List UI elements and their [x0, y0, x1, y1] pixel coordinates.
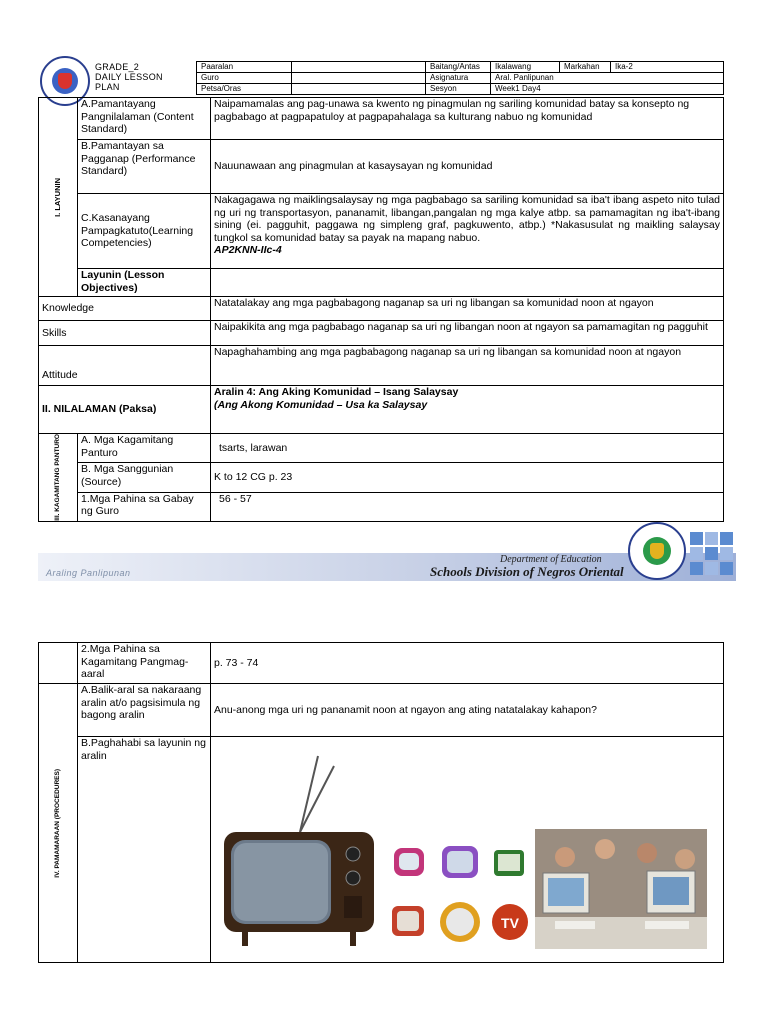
attitude-label: Attitude	[39, 346, 211, 386]
knowledge-value: Natatalakay ang mga pagbabagong naganap sa uri ng libangan sa komunidad noon at ngayon	[211, 297, 724, 321]
balik-aral-label: A.Balik-aral sa nakaraang aralin at/o pagsisimula ng bagong aralin	[78, 684, 211, 737]
content-standard-label: A.Pamantayang Pangnilalaman (Content Standard)	[78, 98, 211, 140]
competency-code: AP2KNN-IIc-4	[214, 244, 282, 256]
performance-standard-value: Nauunawaan ang pinagmulan at kasaysayan ng komunidad	[211, 140, 724, 194]
title-plan: PLAN	[95, 82, 120, 92]
header-value-markahan: Ika-2	[611, 62, 724, 73]
knowledge-label: Knowledge	[39, 297, 211, 321]
sanggunian-value: K to 12 CG p. 23	[211, 463, 724, 492]
header-label-sesyon: Sesyon	[426, 84, 491, 95]
nilalaman-subtitle: (Ang Akong Komunidad – Usa ka Salaysay	[214, 398, 428, 411]
kagamitan-label: A. Mga Kagamitang Panturo	[78, 434, 211, 463]
title-grade: GRADE_2	[95, 62, 140, 72]
header-label-markahan: Markahan	[560, 62, 611, 73]
header-value-paaralan	[292, 62, 426, 73]
section-kagamitan-cell	[39, 434, 78, 522]
old-television-image	[222, 750, 376, 948]
modern-tv-icons-image	[388, 836, 532, 948]
skills-value: Naipakikita ang mga pagbabago naganap sa uri ng libangan noon at ngayon sa pamamagitan ng pagguhit	[211, 321, 724, 346]
nilalaman-title: Aralin 4: Ang Aking Komunidad – Isang Salaysay	[214, 386, 459, 398]
objectives-label: Layunin (Lesson Objectives)	[78, 269, 211, 297]
banner-pattern-graphic	[690, 532, 736, 580]
banner-division: Schools Division of Negros Oriental	[430, 564, 624, 579]
competencies-value: Nakagagawa ng maiklingsalaysay ng mga pagbabago sa sariling komunidad sa iba't ibang aspeto nito tulad ng uri ng transportasyon, pananamit, libangan,pangalan ng mga kalye atbp. sa pamamagitan ng iba't-ibang sining (ei. pagguhit, paggawa ng simpleng graf, pagkuwento, atbp.) *Nakasusulat ng maikling salaysay tungkol sa komunidad batay sa payak na mapang nabuo.	[214, 194, 720, 244]
banner-subject: Araling Panlipunan	[46, 568, 131, 578]
objectives-value	[211, 269, 724, 297]
header-value-baitang: Ikalawang	[491, 62, 560, 73]
header-label-asignatura: Asignatura	[426, 73, 491, 84]
deped-division-seal-logo	[628, 522, 686, 580]
lesson-plan-table-page1	[38, 97, 724, 522]
banner-department: Department of Education	[500, 554, 602, 565]
header-label-petsa: Petsa/Oras	[197, 84, 292, 95]
pahina-magaaral-label: 2.Mga Pahina sa Kagamitang Pangmag-aaral	[78, 643, 211, 684]
tv-badge-text: TV	[501, 915, 519, 931]
competencies-label: C.Kasanayang Pampagkatuto(Learning Competencies)	[78, 194, 211, 269]
section-pamamaraan-label: IV. PAMAMARAAN (PROCEDURES)	[54, 768, 61, 878]
skills-label: Skills	[39, 321, 211, 346]
header-label-guro: Guro	[197, 73, 292, 84]
attitude-value: Napaghahambing ang mga pagbabagong naganap sa uri ng libangan sa komunidad noon at ngayon	[211, 346, 724, 386]
sanggunian-label: B. Mga Sanggunian (Source)	[78, 463, 211, 492]
pahina-magaaral-value: p. 73 - 74	[211, 643, 724, 684]
pahina-guro-value: 56 - 57	[211, 492, 724, 521]
balik-aral-value: Anu-anong mga uri ng pananamit noon at ngayon ang ating natatalakay kahapon?	[211, 684, 724, 737]
pahina-guro-label: 1.Mga Pahina sa Gabay ng Guro	[78, 492, 211, 521]
kagamitan-value: tsarts, larawan	[211, 434, 724, 463]
section-kagamitan-label: III. KAGAMITANG PANTURO	[54, 434, 61, 521]
content-standard-value: Naipamamalas ang pag-unawa sa kwento ng pinagmulan ng sariling komunidad batay sa konsepto ng pagbabago at pagpapatuloy at pagpapahalaga sa kulturang nabuo ng komunidad	[211, 98, 724, 140]
nilalaman-label: II. NILALAMAN (Paksa)	[39, 386, 211, 434]
section-layunin-label: I. LAYUNIN	[53, 177, 62, 217]
header-value-guro	[292, 73, 426, 84]
section-pamamaraan-cell	[39, 684, 78, 963]
computer-lab-photo	[535, 829, 707, 949]
title-daily: DAILY LESSON	[95, 72, 163, 82]
nilalaman-cell	[211, 386, 724, 434]
header-value-sesyon: Week1 Day4	[491, 84, 724, 95]
header-label-paaralan: Paaralan	[197, 62, 292, 73]
competencies-cell	[211, 194, 724, 269]
header-info-table	[84, 61, 724, 95]
page2-blank-section-cell	[39, 643, 78, 684]
section-layunin-cell	[39, 98, 78, 297]
paghahabi-label: B.Paghahabi sa layunin ng aralin	[78, 737, 211, 963]
header-value-asignatura: Aral. Panlipunan	[491, 73, 724, 84]
header-value-petsa	[292, 84, 426, 95]
performance-standard-label: B.Pamantayan sa Pagganap (Performance Standard)	[78, 140, 211, 194]
header-label-baitang: Baitang/Antas	[426, 62, 491, 73]
